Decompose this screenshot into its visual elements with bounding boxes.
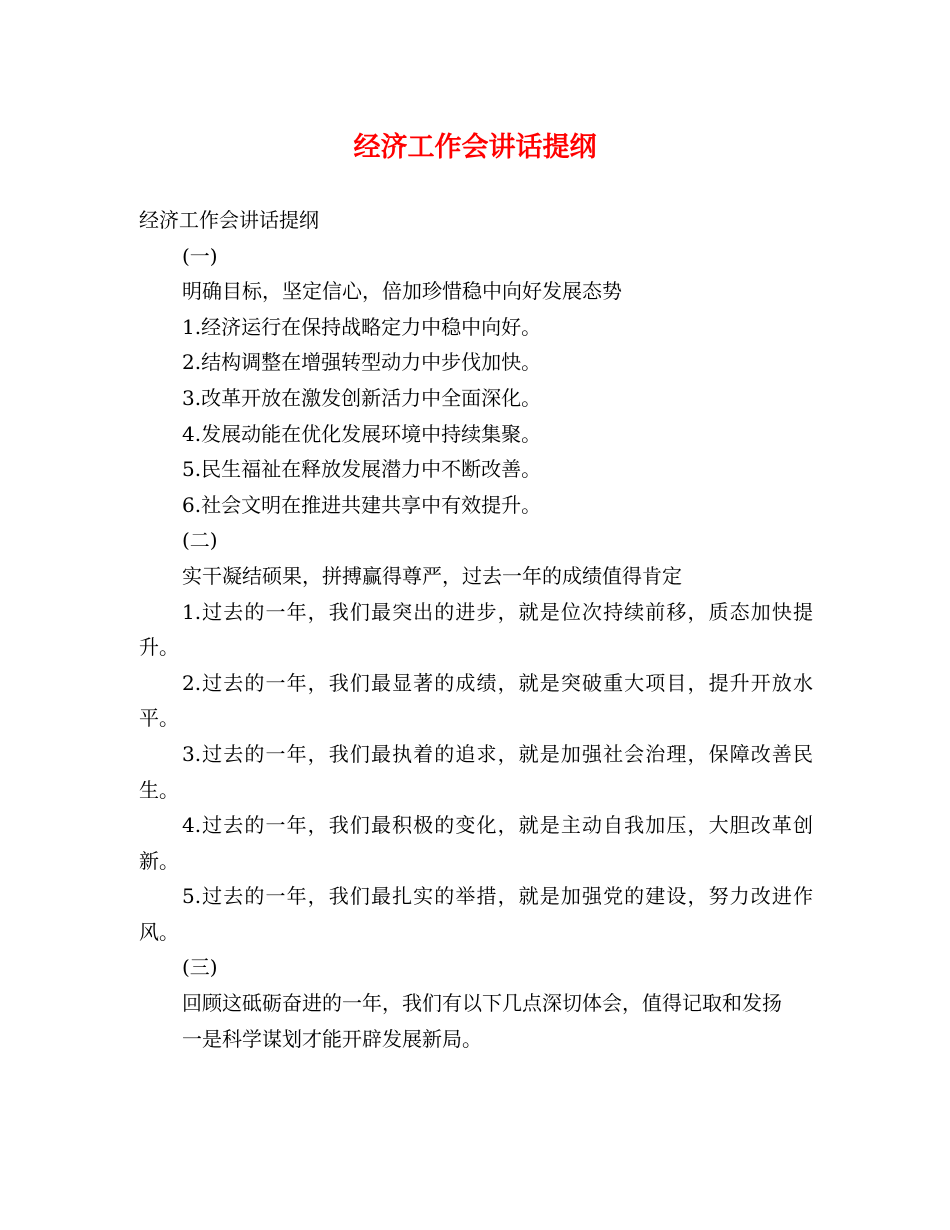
document-line: (一) <box>182 243 218 268</box>
document-title: 经济工作会讲话提纲 <box>353 132 597 163</box>
document-line: 1.过去的一年，我们最突出的进步，就是位次持续前移，质态加快提升。 <box>139 599 813 660</box>
document-line: 2.过去的一年，我们最显著的成绩，就是突破重大项目，提升开放水平。 <box>139 670 813 731</box>
document-line: 3.改革开放在激发创新活力中全面深化。 <box>182 385 542 410</box>
document-line: 1.经济运行在保持战略定力中稳中向好。 <box>182 314 542 339</box>
document-line: 实干凝结硕果，拼搏赢得尊严，过去一年的成绩值得肯定 <box>182 563 682 588</box>
document-line: (三) <box>182 955 218 980</box>
document-line: 6.社会文明在推进共建共享中有效提升。 <box>182 492 542 517</box>
document-line: (二) <box>182 528 218 553</box>
document-line: 经济工作会讲话提纲 <box>139 208 319 232</box>
document-line: 明确目标，坚定信心，倍加珍惜稳中向好发展态势 <box>182 279 622 304</box>
document-line: 回顾这砥砺奋进的一年，我们有以下几点深切体会，值得记取和发扬 <box>182 991 782 1016</box>
document-line: 2.结构调整在增强转型动力中步伐加快。 <box>182 350 542 375</box>
document-line: 5.过去的一年，我们最扎实的举措，就是加强党的建设，努力改进作风。 <box>139 884 813 944</box>
document-line: 4.过去的一年，我们最积极的变化，就是主动自我加压，大胆改革创新。 <box>139 813 813 873</box>
document-line: 4.发展动能在优化发展环境中持续集聚。 <box>182 421 542 446</box>
document-line: 5.民生福祉在释放发展潜力中不断改善。 <box>182 457 542 482</box>
document-line: 3.过去的一年，我们最执着的追求，就是加强社会治理，保障改善民生。 <box>139 741 813 802</box>
document-line: 一是科学谋划才能开辟发展新局。 <box>182 1026 482 1051</box>
document-body <box>139 203 813 1057</box>
